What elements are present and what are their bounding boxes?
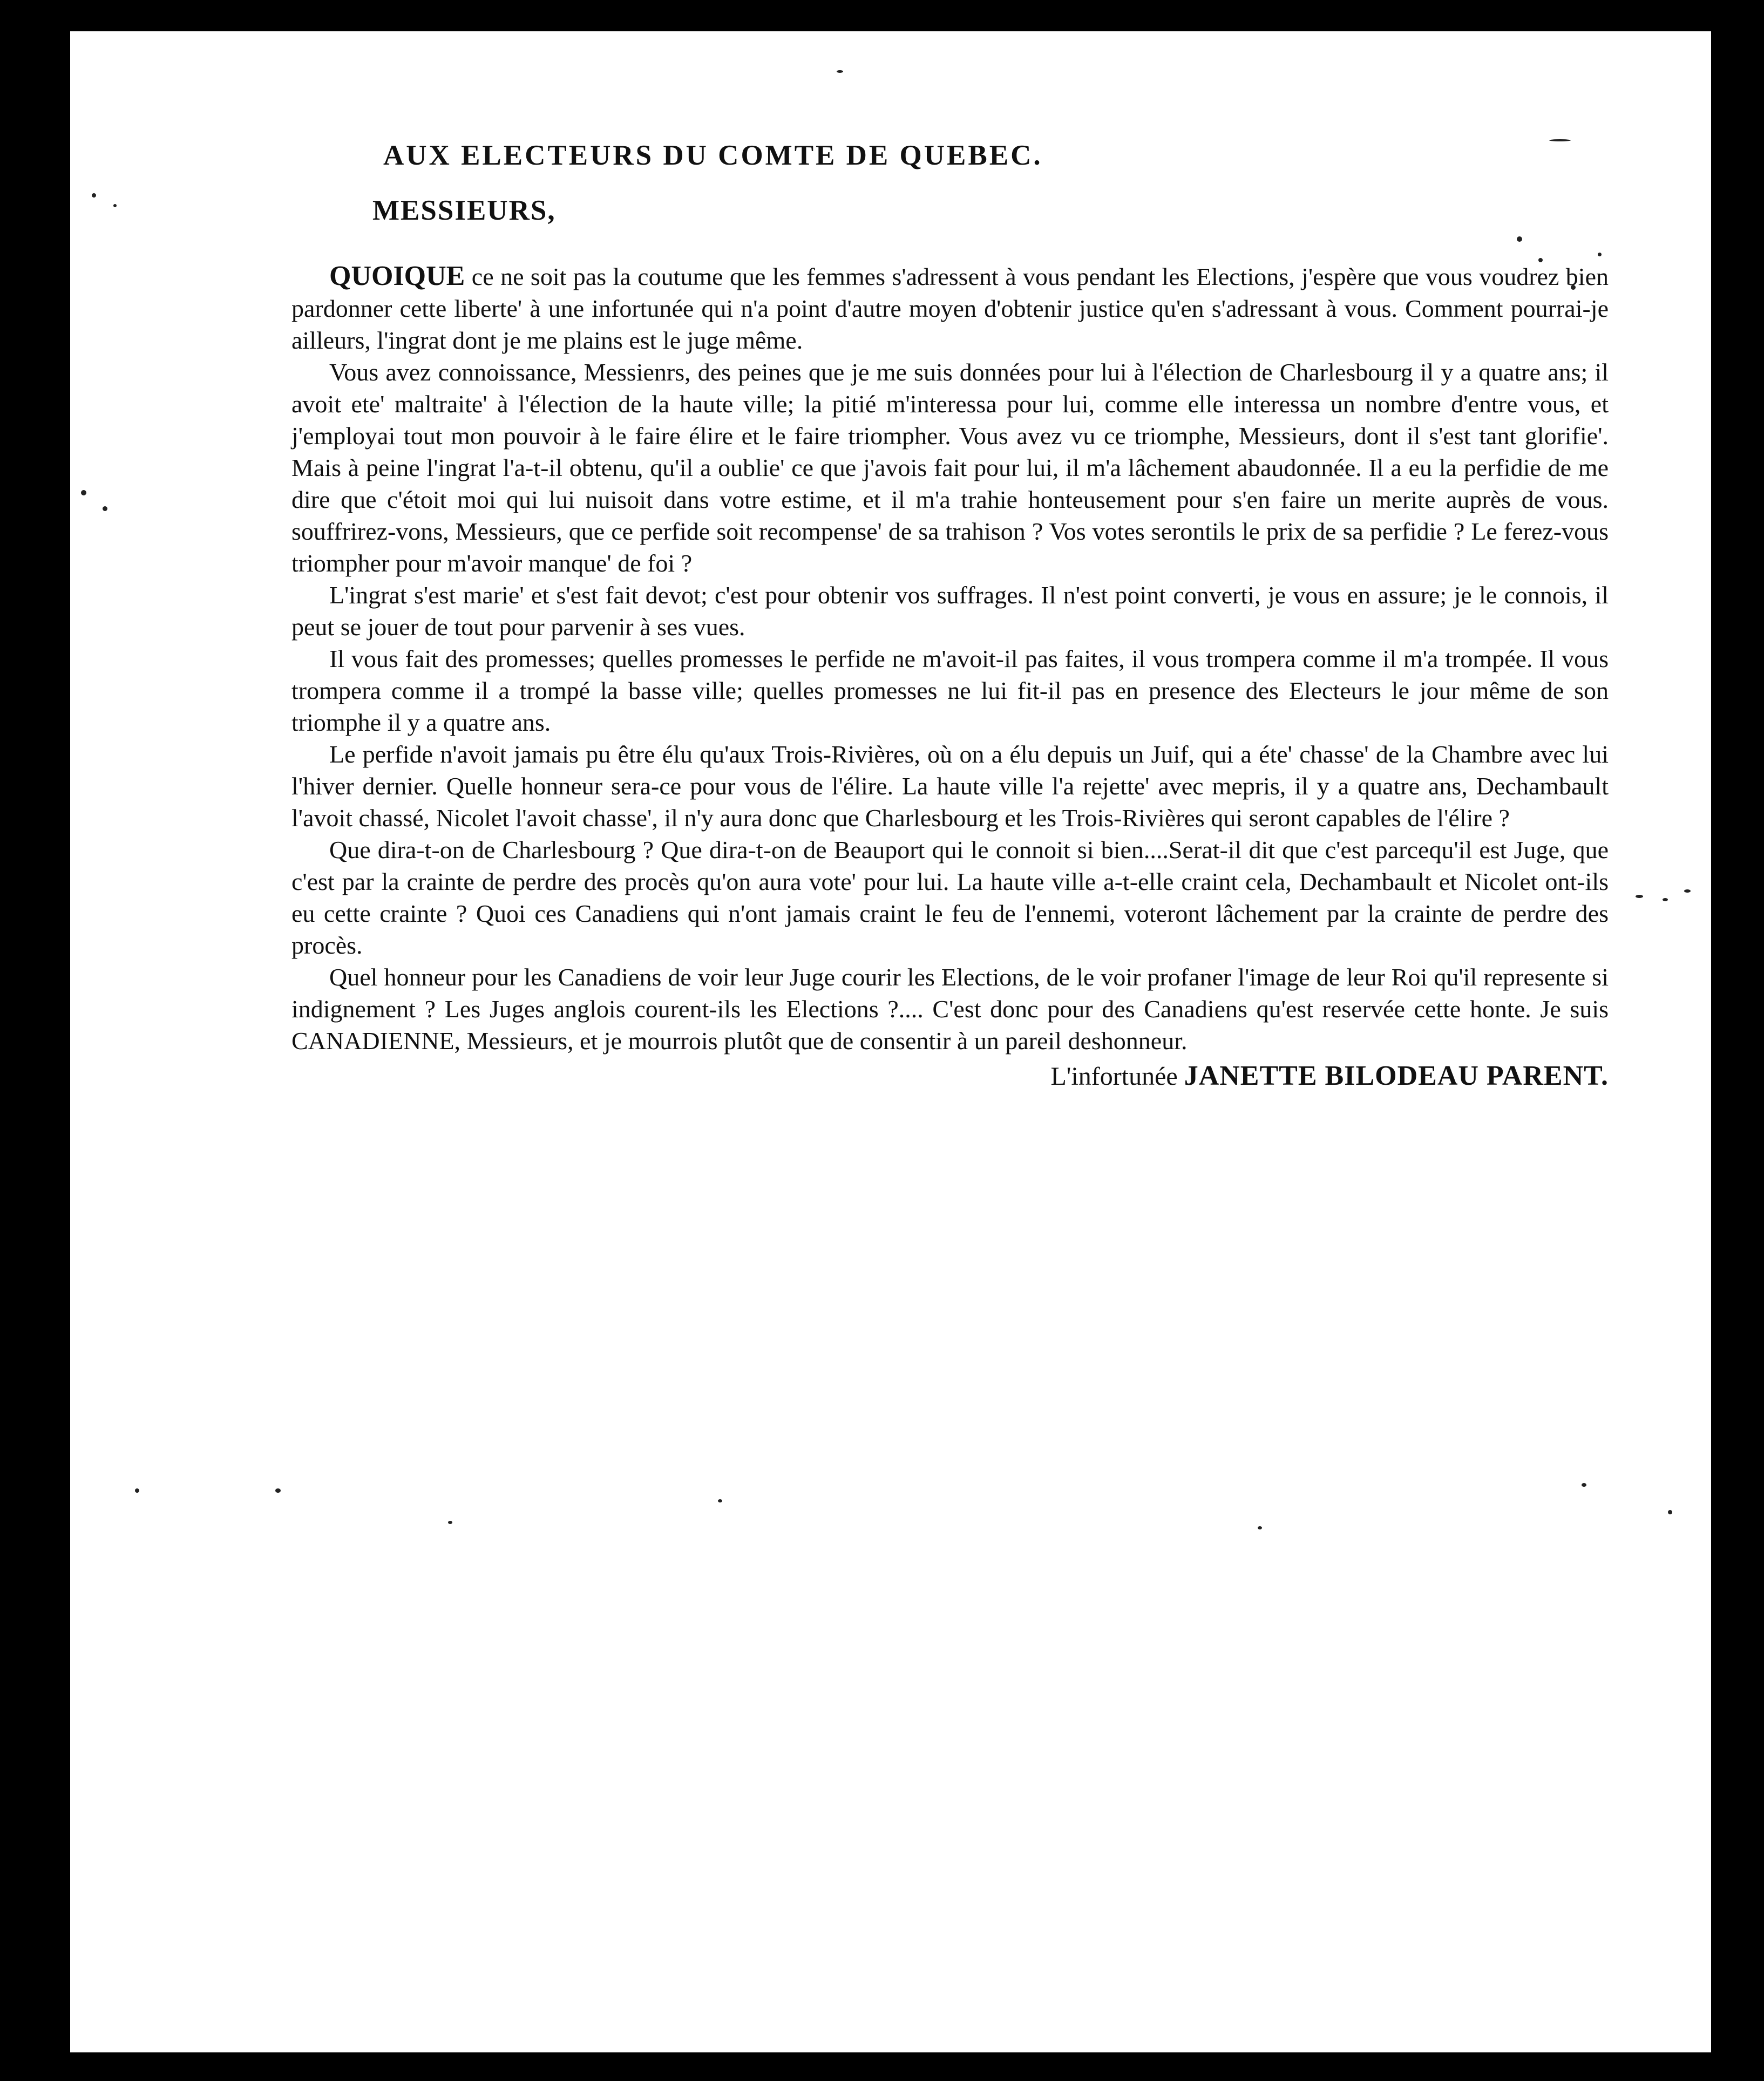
signature-prefix: L'infortunée <box>1050 1062 1178 1091</box>
print-speck <box>1663 898 1668 901</box>
paragraph <box>291 579 1609 643</box>
paragraph <box>291 356 1609 579</box>
print-speck <box>92 193 96 198</box>
print-speck <box>1582 1483 1586 1487</box>
print-speck <box>718 1499 722 1502</box>
print-speck <box>275 1488 281 1493</box>
print-speck <box>1684 889 1691 893</box>
signature-name: JANETTE BILODEAU PARENT. <box>1184 1060 1609 1091</box>
paragraph-text: Quel honneur pour les Canadiens de voir leur Juge courir les Elections, de le voir profaner l'image de leur Roi qu'il represente si indignement ? Les Juges anglois courent-ils les Elections ?.... C'est donc pour des Canadiens qu'est reservée cette honte. Je suis CANADIENNE, Messieurs, et je mourrois plutôt que de consentir à un pareil deshonneur. <box>291 963 1609 1055</box>
paragraph-text: Il vous fait des promesses; quelles promesses le perfide ne m'avoit-il pas faites, il vous trompera comme il m'a trompée. Il vous trompera comme il a trompé la basse ville; quelles promesses ne lui fit-il pas en presence des Electeurs le jour même de son triomphe il y a quatre ans. <box>291 645 1609 736</box>
print-speck <box>103 506 107 511</box>
document-page <box>70 31 1711 2052</box>
print-speck <box>81 490 86 495</box>
print-speck <box>837 70 843 73</box>
print-speck <box>448 1521 452 1524</box>
paragraph-text: L'ingrat s'est marie' et s'est fait devot; c'est pour obtenir vos suffrages. Il n'est point converti, je vous en assure; je le connois, il peut se jouer de tout pour parvenir à ses vues. <box>291 581 1609 641</box>
print-speck <box>1668 1510 1672 1514</box>
signature <box>291 1060 1609 1092</box>
paragraph <box>291 643 1609 738</box>
paragraph <box>291 961 1609 1057</box>
paragraph-text: Le perfide n'avoit jamais pu être élu qu'aux Trois-Rivières, où on a élu depuis un Juif, qui a éte' chasse' de la Chambre avec lui l'hiver dernier. Quelle honneur sera-ce pour vous de l'élire. La haute ville l'a rejette' avec mepris, il y a quatre ans, Dechambault l'avoit chassé, Nicolet l'avoit chasse', il n'y aura donc que Charlesbourg et les Trois-Rivières qui seront capables de l'élire ? <box>291 740 1609 832</box>
paragraph <box>291 834 1609 961</box>
print-speck <box>113 204 117 207</box>
print-speck <box>1636 895 1643 898</box>
paragraph <box>291 738 1609 834</box>
document-title: AUX ELECTEURS DU COMTE DE QUEBEC. <box>383 140 1043 171</box>
document-body <box>291 139 1609 1092</box>
print-speck <box>135 1488 139 1493</box>
paragraph-text: Vous avez connoissance, Messienrs, des peines que je me suis données pour lui à l'élection de Charlesbourg il y a quatre ans; il avoit ete' maltraite' à l'élection de la haute ville; la pitié m'interessa pour lui, comme elle interessa un nombre d'entre vous, et j'employai tout mon pouvoir à le faire élire et le faire triompher. Vous avez vu ce triomphe, Messieurs, dont il s'est tant glorifie'. Mais à peine l'ingrat l'a-t-il obtenu, qu'il a oublie' ce que j'avois fait pour lui, il m'a lâchement abaudonnée. Il a eu la perfidie de me dire que c'étoit moi qui lui nuisoit dans votre estime, et il m'a trahie honteusement pour s'en faire un merite auprès de vous. souffrirez-vons, Messieurs, que ce perfide soit recompense' de sa trahison ? Vos votes serontils le prix de sa perfidie ? Le ferez-vous triompher pour m'avoir manque' de foi ? <box>291 358 1609 577</box>
paragraph <box>291 260 1609 356</box>
paragraph-text: ce ne soit pas la coutume que les femmes s'adressent à vous pendant les Elections, j'espère que vous voudrez bien pardonner cette liberte' à une infortunée qui n'a point d'autre moyen d'obtenir justice qu'en s'adressant à vous. Comment pourrai-je ailleurs, l'ingrat dont je me plains est le juge même. <box>291 263 1609 354</box>
paragraph-text: Que dira-t-on de Charlesbourg ? Que dira-t-on de Beauport qui le connoit si bien....Serat-il dit que c'est parcequ'il est Juge, que c'est par la crainte de perdre des procès qu'on aura vote' pour lui. La haute ville a-t-elle craint cela, Dechambault et Nicolet ont-ils eu cette crainte ? Quoi ces Canadiens qui n'ont jamais craint le feu de l'ennemi, voteront lâchement par la crainte de perdre des procès. <box>291 836 1609 959</box>
paragraph-lead-word: QUOIQUE <box>329 261 465 291</box>
salutation: MESSIEURS, <box>372 195 556 226</box>
print-speck <box>1258 1526 1262 1529</box>
